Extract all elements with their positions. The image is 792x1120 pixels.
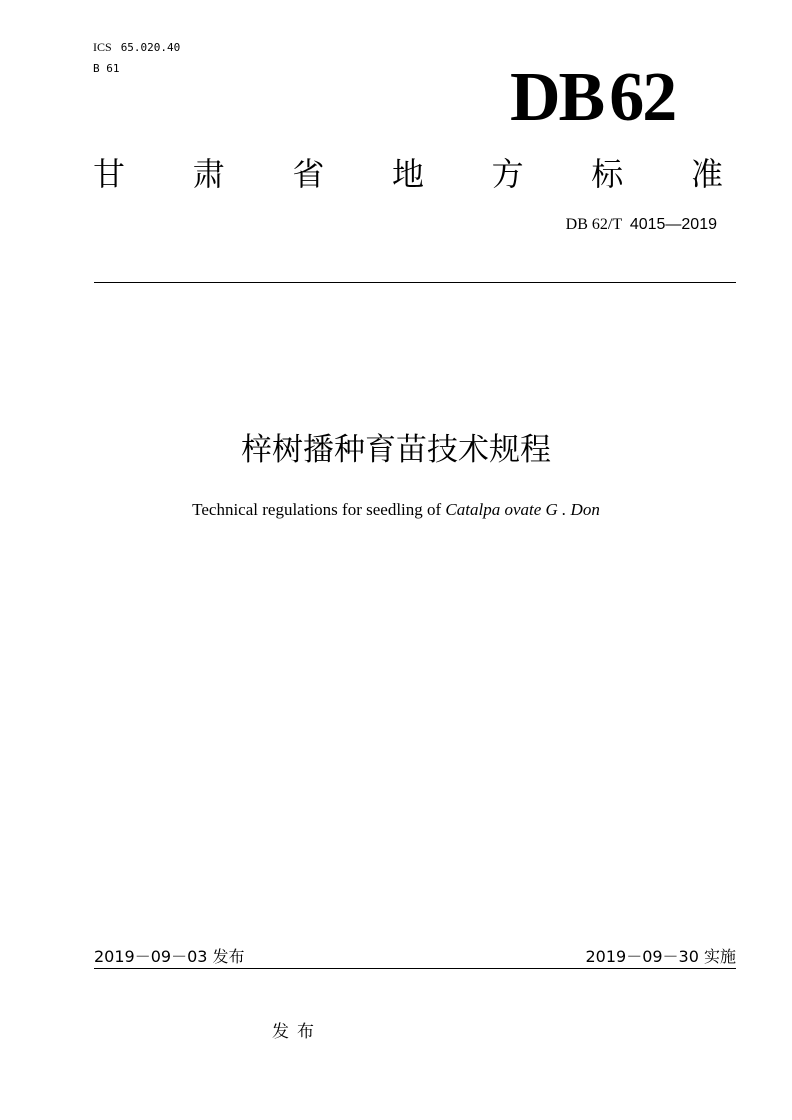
standard-number-value: 4015—2019 <box>629 216 717 233</box>
db62-logo <box>510 58 725 138</box>
issue-date: 2019－09－03 发布 <box>94 947 245 966</box>
document-title-chinese: 梓树播种育苗技术规程 <box>241 432 551 468</box>
document-title-english <box>0 498 792 522</box>
species-name: Catalpa ovate G . Don <box>445 500 600 519</box>
standard-type-char: 标 <box>591 155 624 193</box>
standard-type-char: 地 <box>391 155 424 193</box>
ics-number: 65.020.40 <box>120 41 181 54</box>
logo-letters: DB <box>510 59 604 136</box>
bottom-divider <box>94 968 736 969</box>
standard-number <box>566 214 717 236</box>
standard-type-char: 肃 <box>192 155 225 193</box>
standard-type-char: 省 <box>292 155 325 193</box>
standard-number-prefix: DB 62/T <box>565 216 622 233</box>
standard-type-char: 甘 <box>93 155 126 193</box>
logo-digits: 62 <box>609 59 676 136</box>
standard-type-heading <box>93 150 723 198</box>
top-divider <box>94 282 736 283</box>
ics-label: ICS <box>93 40 112 54</box>
standard-type-char: 方 <box>491 155 524 193</box>
effective-date: 2019－09－30 实施 <box>585 947 736 966</box>
ics-code <box>93 40 180 55</box>
standard-type-char: 准 <box>690 155 723 193</box>
english-title-text: Technical regulations for seedling of <box>192 500 442 519</box>
issuer-label: 发布 <box>272 1022 322 1042</box>
classification-code: B 61 <box>93 62 120 75</box>
